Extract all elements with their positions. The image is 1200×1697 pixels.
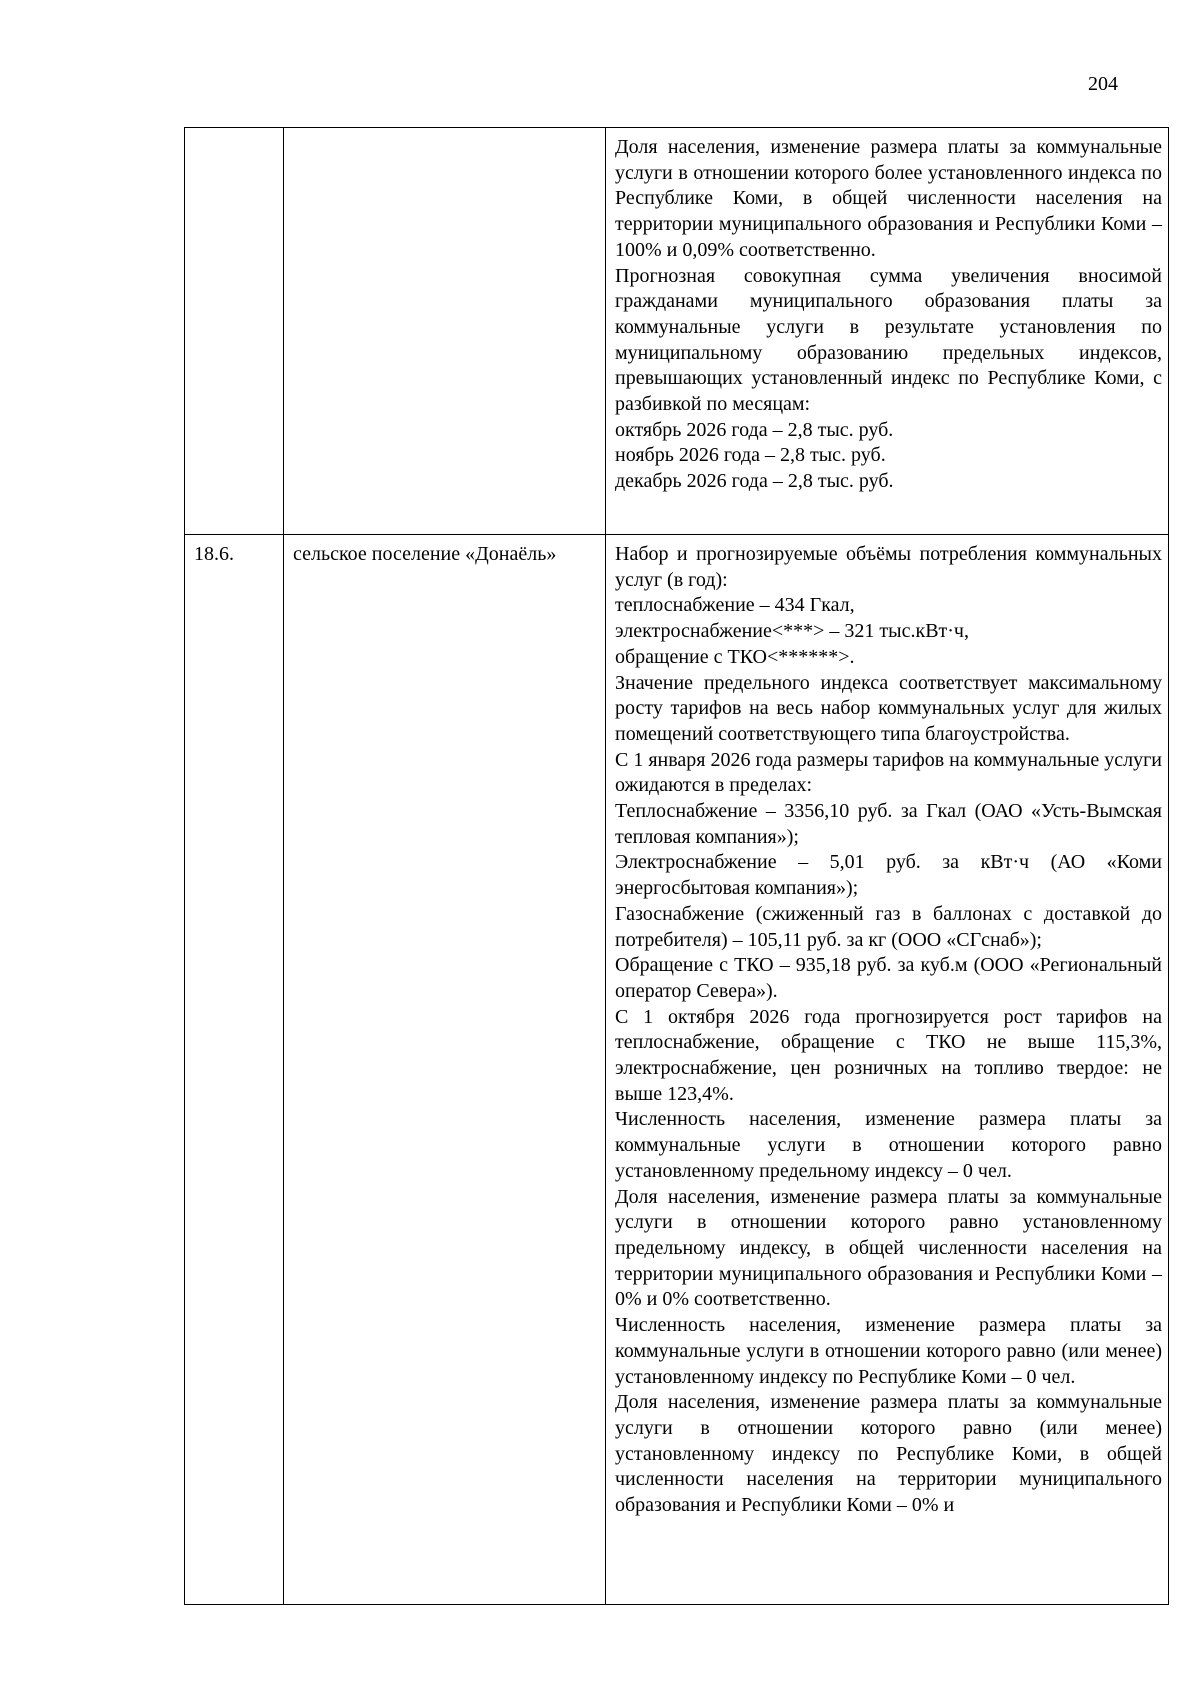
description-cell xyxy=(606,535,1169,1605)
month-line: декабрь 2026 года – 2,8 тыс. руб. xyxy=(615,470,894,493)
consumption-line: электроснабжение<***> – 321 тыс.кВт·ч, xyxy=(615,620,969,643)
paragraph: С 1 января 2026 года размеры тарифов на коммунальные услуги ожидаются в пределах: xyxy=(615,748,1162,797)
table-row xyxy=(185,128,1169,535)
tariff-table xyxy=(184,127,1169,1605)
paragraph: Доля населения, изменение размера платы за коммунальные услуги в отношении которого равно (или менее) установленному индексу по Республике Коми, в общей численности населения на территории муниципального образования и Республики Коми – 0% и xyxy=(615,1391,1162,1517)
paragraph: С 1 октября 2026 года прогнозируется рост тарифов на теплоснабжение, обращение с ТКО не выше 115,3%, электроснабжение, цен розничных на топливо твердое: не выше 123,4%. xyxy=(615,1005,1162,1105)
consumption-line: обращение с ТКО<******>. xyxy=(615,645,855,668)
paragraph: Газоснабжение (сжиженный газ в баллонах с доставкой до потребителя) – 105,11 руб. за кг (ООО «СГснаб»); xyxy=(615,902,1162,951)
description-cell xyxy=(606,128,1169,535)
month-line: ноябрь 2026 года – 2,8 тыс. руб. xyxy=(615,444,886,467)
paragraph: Набор и прогнозируемые объёмы потребления коммунальных услуг (в год): xyxy=(615,543,1162,591)
page-number: 204 xyxy=(1088,73,1118,95)
municipality-cell xyxy=(284,128,606,535)
paragraph: Значение предельного индекса соответствует максимальному росту тарифов на весь набор коммунальных услуг для жилых помещений соответствующего типа благоустройства. xyxy=(615,671,1162,745)
consumption-line: теплоснабжение – 434 Гкал, xyxy=(615,594,855,617)
table-row xyxy=(185,535,1169,1605)
paragraph: Численность населения, изменение размера платы за коммунальные услуги в отношении которого равно установленному предельному индексу – 0 чел. xyxy=(615,1108,1162,1182)
row-number-cell xyxy=(185,128,284,535)
month-line: октябрь 2026 года – 2,8 тыс. руб. xyxy=(615,418,894,441)
paragraph: Теплоснабжение – 3356,10 руб. за Гкал (ОАО «Усть-Вымская тепловая компания»); xyxy=(615,800,1162,848)
municipality-cell: сельское поселение «Донаёль» xyxy=(284,535,606,1605)
paragraph: Численность населения, изменение размера платы за коммунальные услуги в отношении которого равно (или менее) установленному индексу по Республике Коми – 0 чел. xyxy=(615,1314,1162,1388)
paragraph: Прогнозная совокупная сумма увеличения вносимой гражданами муниципального образования платы за коммунальные услуги в результате установления по муниципальному образованию предельных индексов, превышающих установленный индекс по Республике Коми, с разбивкой по месяцам: xyxy=(615,264,1162,416)
paragraph: Доля населения, изменение размера платы за коммунальные услуги в отношении которого более установленного индекса по Республике Коми, в общей численности населения на территории муниципального образования и Республики Коми – 100% и 0,09% соответственно. xyxy=(615,136,1162,261)
paragraph: Обращение с ТКО – 935,18 руб. за куб.м (ООО «Региональный оператор Севера»). xyxy=(615,954,1162,1002)
row-number-cell: 18.6. xyxy=(185,535,284,1605)
paragraph: Доля населения, изменение размера платы за коммунальные услуги в отношении которого равно установленному предельному индексу, в общей численности населения на территории муниципального образования и Республики Коми – 0% и 0% соответственно. xyxy=(615,1185,1162,1311)
paragraph: Электроснабжение – 5,01 руб. за кВт·ч (АО «Коми энергосбытовая компания»); xyxy=(615,851,1162,900)
